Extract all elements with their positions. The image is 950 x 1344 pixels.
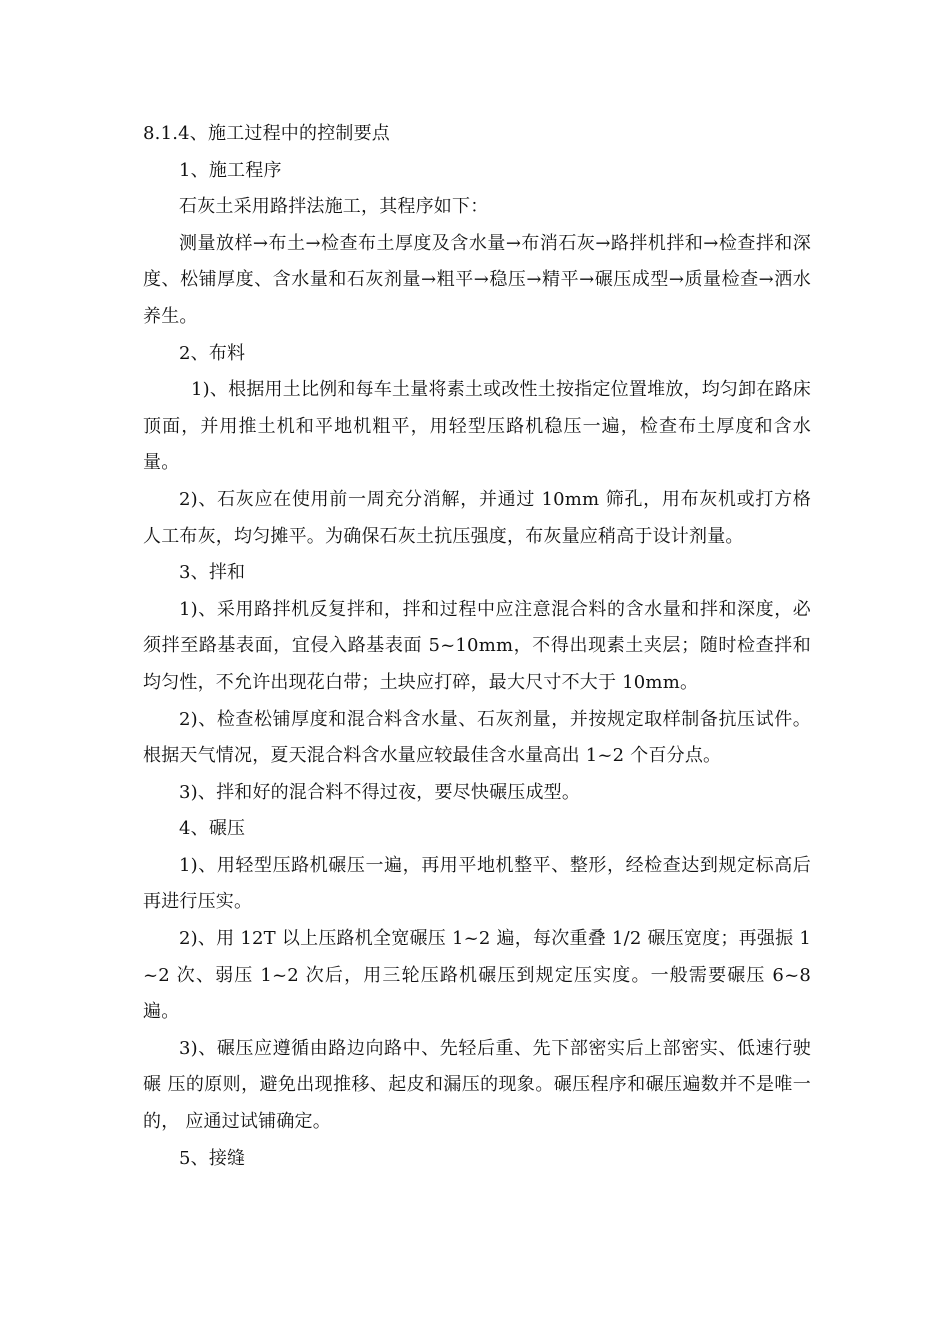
paragraph-compaction-2: 2)、用 12T 以上压路机全宽碾压 1~2 遍，每次重叠 1/2 碾压宽度；再强振 1~2 次、弱压 1~2 次后，用三轮压路机碾压到规定压实度。一般需要碾压 6~8 遍。 (143, 928, 811, 1023)
paragraph-compaction-1: 1)、用轻型压路机碾压一遍，再用平地机整平、整形，经检查达到规定标高后再进行压实。 (143, 854, 811, 913)
paragraph-spreading-1: 1)、根据用土比例和每车土量将素土或改性土按指定位置堆放，均匀卸在路床顶面，并用推土机和平地机粗平，用轻型压路机稳压一遍，检查布土厚度和含水量。 (143, 379, 811, 474)
subheading-joints: 5、接缝 (179, 1147, 246, 1169)
paragraph-mixing-2: 2)、检查松铺厚度和混合料含水量、石灰剂量，并按规定取样制备抗压试件。根据天气情况，夏天混合料含水量应较最佳含水量高出 1~2 个百分点。 (143, 708, 811, 767)
paragraph-mixing-3: 3)、拌和好的混合料不得过夜，要尽快碾压成型。 (179, 781, 581, 803)
paragraph-procedure-steps: 测量放样→布土→检查布土厚度及含水量→布消石灰→路拌机拌和→检查拌和深 度、松铺厚度、含水量和石灰剂量→粗平→稳压→精平→碾压成型→质量检查→洒水 养生。 (143, 232, 811, 327)
paragraph-procedure-intro: 石灰土采用路拌法施工，其程序如下： (179, 196, 489, 218)
subheading-material-spreading: 2、布料 (179, 342, 246, 364)
paragraph-compaction-3: 3)、碾压应遵循由路边向路中、先轻后重、先下部密实后上部密实、低速行驶碾 压的原则，避免出现推移、起皮和漏压的现象。碾压程序和碾压遍数并不是唯一的， 应通过试铺确定。 (143, 1037, 811, 1133)
paragraph-spreading-2: 2)、石灰应在使用前一周充分消解，并通过 10mm 筛孔，用布灰机或打方格人工布灰，均匀摊平。为确保石灰土抗压强度，布灰量应稍高于设计剂量。 (143, 488, 811, 547)
section-heading: 8.1.4、施工过程中的控制要点 (143, 123, 390, 144)
subheading-compaction: 4、碾压 (179, 818, 246, 840)
subheading-construction-procedure: 1、施工程序 (179, 159, 282, 181)
subheading-mixing: 3、拌和 (179, 562, 246, 584)
document-body (143, 116, 811, 1177)
paragraph-mixing-1: 1)、采用路拌机反复拌和，拌和过程中应注意混合料的含水量和拌和深度，必须拌至路基表面，宜侵入路基表面 5~10mm，不得出现素土夹层；随时检查拌和均匀性，不允许出现花白带；土块应打碎，最大尺寸不大于 10mm。 (143, 598, 811, 693)
